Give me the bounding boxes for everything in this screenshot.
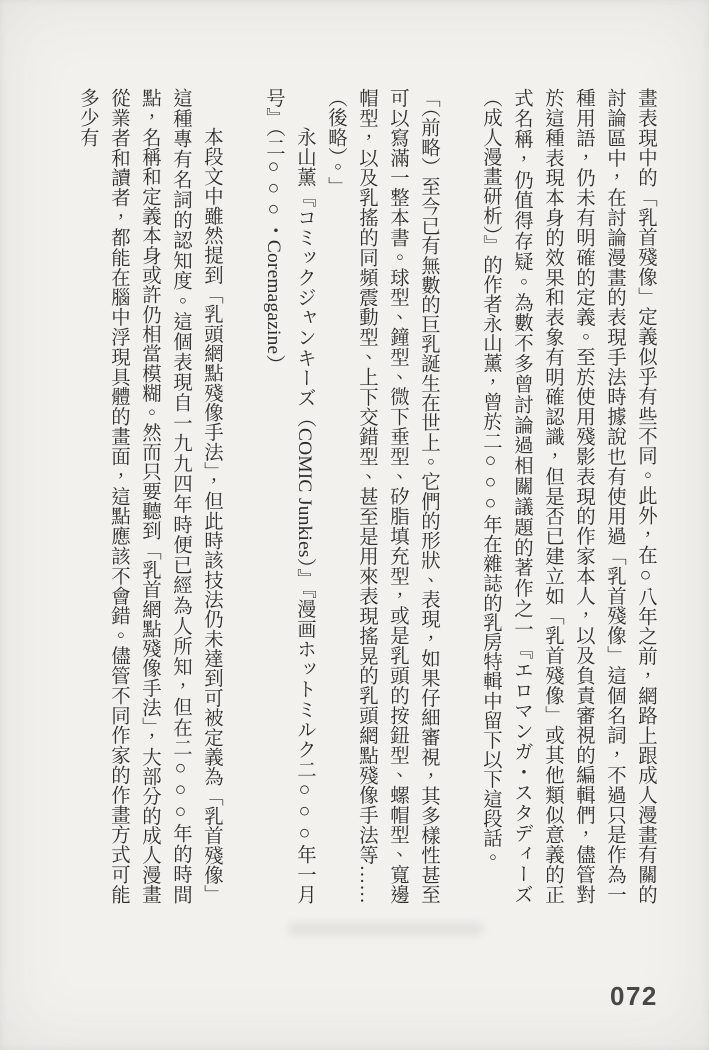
block-quote-paragraph: 「（前略）至今已有無數的巨乳誕生在世上。它們的形狀、表現，如果仔細審視，其多樣性甚至可以寫滿一整本書。球型、鐘型、微下垂型、矽脂填充型，或是乳頭的按鈕型、螺帽型、寬邊帽型，以及乳搖的同頻震動型、上下交錯型、甚至是用來表現搖晃的乳頭網點殘像手法等……（後略）。」 [325,88,439,904]
body-paragraph-continuation: 畫表現中的「乳首殘像」定義似乎有些不同。此外，在○八年之前，網路上跟成人漫畫有關的討論區中，在討論漫畫的表現手法時據說也有使用過「乳首殘像」這個名詞，不過只是作為一種用語，仍未有明確的定義。至於使用殘影表現的作家本人，以及負責審視的編輯們，儘管對於這種表現本身的效果和表象有明確認識，但是否已建立如「乳首殘像」或其他類似意義的正式名稱，仍值得存疑。為數不多曾討論過相關議題的著作之一『エロマンガ・スタディーズ（成人漫畫研析）』的作者永山薰，曾於二○○○年在雜誌的乳房特輯中留下以下這段話。 [480,88,656,904]
scan-smudge-artifact [288,922,483,936]
page-number: 072 [610,981,658,1011]
citation-line: 永山薰『コミックジャンキーズ（COMIC Junkies）』『漫画ホットミルク二○○○年一月号』（二○○○・Coremagazine） [263,88,315,904]
vertical-text-block [72,88,661,904]
body-paragraph: 本段文中雖然提到「乳頭網點殘像手法」，但此時該技法仍未達到可被定義為「乳首殘像」這種專有名詞的認知度。這個表現自一九九四年時便已經為人所知，但在二○○○年的時間點，名稱和定義本身或許仍相當模糊。然而只要聽到「乳首網點殘像手法」，大部分的成人漫畫從業者和讀者，都能在腦中浮現具體的畫面，這點應該不會錯。儘管不同作家的作畫方式可能多少有 [77,88,222,904]
